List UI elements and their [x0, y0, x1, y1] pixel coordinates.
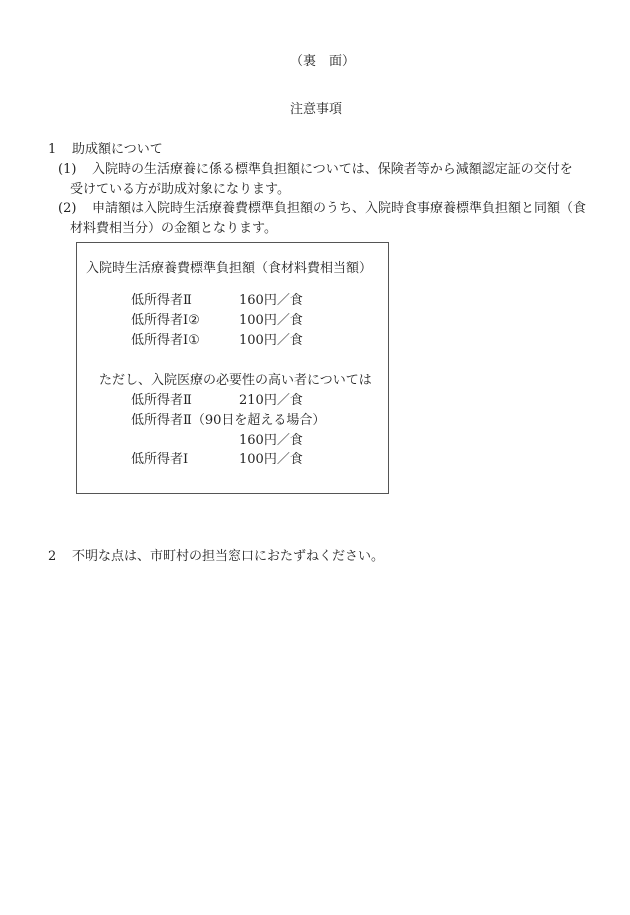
amount-row-label: 低所得者Ⅰ②	[131, 313, 200, 328]
special-row-value: 100円／食	[239, 452, 303, 467]
section-1-title: 助成額について	[72, 142, 163, 157]
item-1-line-1: 入院時の生活療養に係る標準負担額については、保険者等から減額認定証の交付を	[92, 162, 573, 177]
amount-row-value: 160円／食	[239, 293, 303, 308]
special-row-label: 低所得者Ⅰ	[131, 452, 189, 467]
amount-row-label: 低所得者Ⅱ	[131, 293, 192, 308]
amount-row-label: 低所得者Ⅰ①	[131, 333, 200, 348]
item-2-line-2: 材料費相当分）の金額となります。	[70, 221, 277, 236]
item-2-line-1: 申請額は入院時生活療養費標準負担額のうち、入院時食事療養標準負担額と同額（食	[92, 201, 587, 216]
amounts-box-title: 入院時生活療養費標準負担額（食材料費相当額）	[86, 261, 373, 276]
section-1-number: 1	[48, 142, 57, 157]
special-row-label: 低所得者Ⅱ	[131, 393, 192, 408]
page-side-label: （裏 面）	[290, 54, 356, 69]
section-2-number: 2	[48, 549, 57, 564]
amounts-box	[76, 242, 389, 494]
special-row-value: 160円／食	[239, 433, 303, 448]
special-row-value: 210円／食	[239, 393, 303, 408]
special-row-label: 低所得者Ⅱ（90日を超える場合）	[131, 413, 326, 428]
amounts-box-note: ただし、入院医療の必要性の高い者については	[99, 373, 372, 388]
amount-row-value: 100円／食	[239, 313, 303, 328]
page-title: 注意事項	[290, 102, 343, 117]
item-1-line-2: 受けている方が助成対象になります。	[70, 182, 290, 197]
section-2-text: 不明な点は、市町村の担当窓口におたずねください。	[72, 549, 385, 564]
amount-row-value: 100円／食	[239, 333, 303, 348]
item-2-marker: (2)	[58, 201, 77, 216]
item-1-marker: (1)	[58, 162, 77, 177]
